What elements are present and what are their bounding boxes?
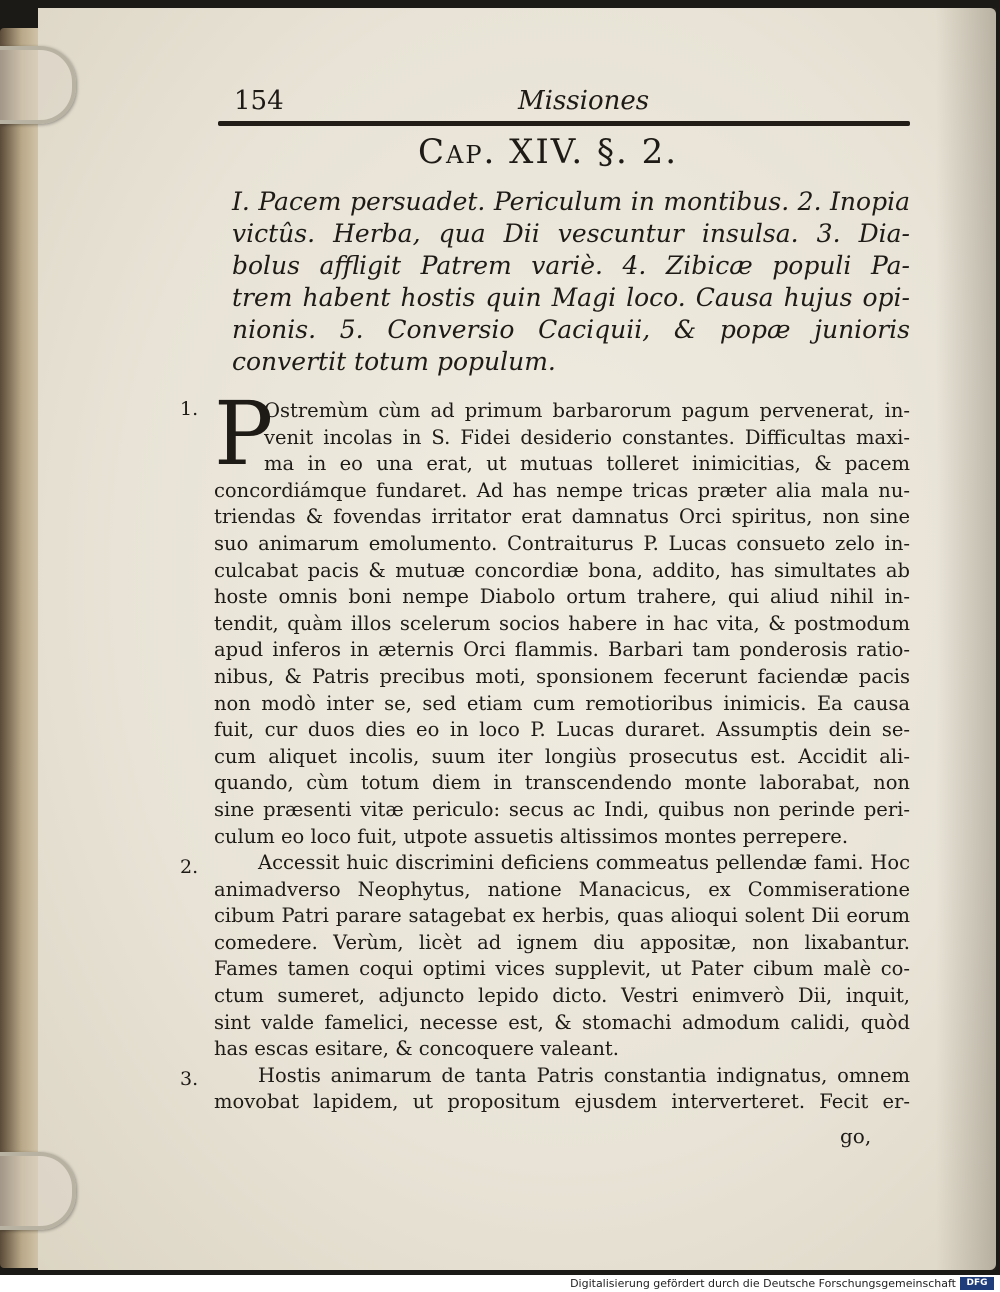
text-line: fuit, cur duos dies eo in loco P. Lucas duraret. Assumptis dein se- [214, 718, 910, 742]
text-line: cum aliquet incolis, suum iter longiùs prosecutus est. Accidit ali- [214, 744, 910, 768]
text-line: triendas & fovendas irritator erat damnatus Orci spiritus, non sine [214, 505, 910, 529]
summary-line: convertit totum populum. [232, 347, 556, 376]
chapter-heading: Cap. XIV. §. 2. [418, 132, 679, 172]
text-line: concordiámque fundaret. Ad has nempe tricas præter alia mala nu- [214, 478, 910, 502]
paragraph-number: 1. [180, 398, 199, 420]
text-line: ma in eo una erat, ut mutuas tolleret inimicitias, & pacem [264, 452, 910, 476]
text-line: quando, cùm totum diem in transcendendo monte laborabat, non [214, 771, 910, 795]
text-line: Ostremùm cùm ad primum barbarorum pagum pervenerat, in- [264, 399, 910, 422]
summary-line: victûs. Herba, qua Dii vescuntur insulsa. 3. Dia- [232, 219, 910, 248]
summary-line: nionis. 5. Conversio Caciquii, & popæ junioris [232, 315, 910, 344]
paragraph-number: 3. [180, 1068, 199, 1090]
text-line: nibus, & Patris precibus moti, sponsionem fecerunt faciendæ pacis [214, 664, 910, 688]
text-line: sine præsenti vitæ periculo: secus ac Indi, quibus non perinde peri- [214, 797, 910, 821]
summary-line: I. Pacem persuadet. Periculum in montibus. 2. Inopia [232, 187, 910, 216]
text-line: Fames tamen coqui optimi vices supplevit, ut Pater cibum malè co- [214, 957, 910, 981]
text-line: Accessit huic discrimini deficiens commeatus pellendæ fami. Hoc [258, 851, 910, 875]
text-line: culcabat pacis & mutuæ concordiæ bona, addito, has simultates ab [214, 558, 910, 582]
text-line: sint valde famelici, necesse est, & stomachi admodum calidi, quòd [214, 1010, 910, 1034]
text-line: venit incolas in S. Fidei desiderio constantes. Difficultas maxi- [264, 425, 910, 449]
dfg-logo[interactable]: DFG [960, 1277, 994, 1290]
drop-cap: P [214, 382, 274, 485]
page-clip-bottom [0, 1152, 76, 1230]
text-line: ctum sumeret, adjuncto lepido dicto. Vestri enimverò Dii, inquit, [214, 984, 910, 1008]
running-head [228, 86, 908, 116]
catchword: go, [840, 1124, 872, 1148]
text-line: animadverso Neophytus, natione Manacicus, ex Commiseratione [214, 877, 910, 901]
body-text [214, 398, 910, 1116]
funding-credit: Digitalisierung gefördert durch die Deutsche Forschungsgemeinschaft [570, 1277, 956, 1290]
running-title: Missiones [518, 86, 650, 116]
text-line: culum eo loco fuit, utpote assuetis altissimos montes perrepere. [214, 824, 849, 848]
text-line: has escas esitare, & concoquere valeant. [214, 1037, 619, 1061]
text-line: hoste omnis boni nempe Diabolo ortum trahere, qui aliud nihil in- [214, 585, 910, 609]
text-line: movobat lapidem, ut propositum ejusdem interverteret. Fecit er- [214, 1090, 910, 1114]
text-line: Hostis animarum de tanta Patris constantia indignatus, omnem [258, 1063, 910, 1087]
summary-line: trem habent hostis quin Magi loco. Causa hujus opi- [232, 283, 910, 312]
text-line: tendit, quàm illos scelerum socios habere in hac vita, & postmodum [214, 611, 910, 635]
text-line: comedere. Verùm, licèt ad ignem diu appositæ, non lixabantur. [214, 930, 910, 954]
page-gutter-shadow [936, 8, 996, 1270]
chapter-summary [232, 186, 910, 378]
header-rule [218, 121, 910, 126]
page-clip-top [0, 46, 76, 124]
summary-line: bolus affligit Patrem variè. 4. Zibicæ populi Pa- [232, 251, 910, 280]
text-line: apud inferos in æternis Orci flammis. Barbari tam ponderosis ratio- [214, 638, 910, 662]
text-line: cibum Patri parare satagebat ex herbis, quas alioqui solent Dii eorum [214, 904, 910, 928]
page-number: 154 [234, 86, 284, 116]
text-line: non modò inter se, sed etiam cum remotioribus inimicis. Ea causa [214, 691, 910, 715]
text-line: suo animarum emolumento. Contraiturus P. Lucas consueto zelo in- [214, 531, 910, 555]
paragraph-number: 2. [180, 856, 199, 878]
